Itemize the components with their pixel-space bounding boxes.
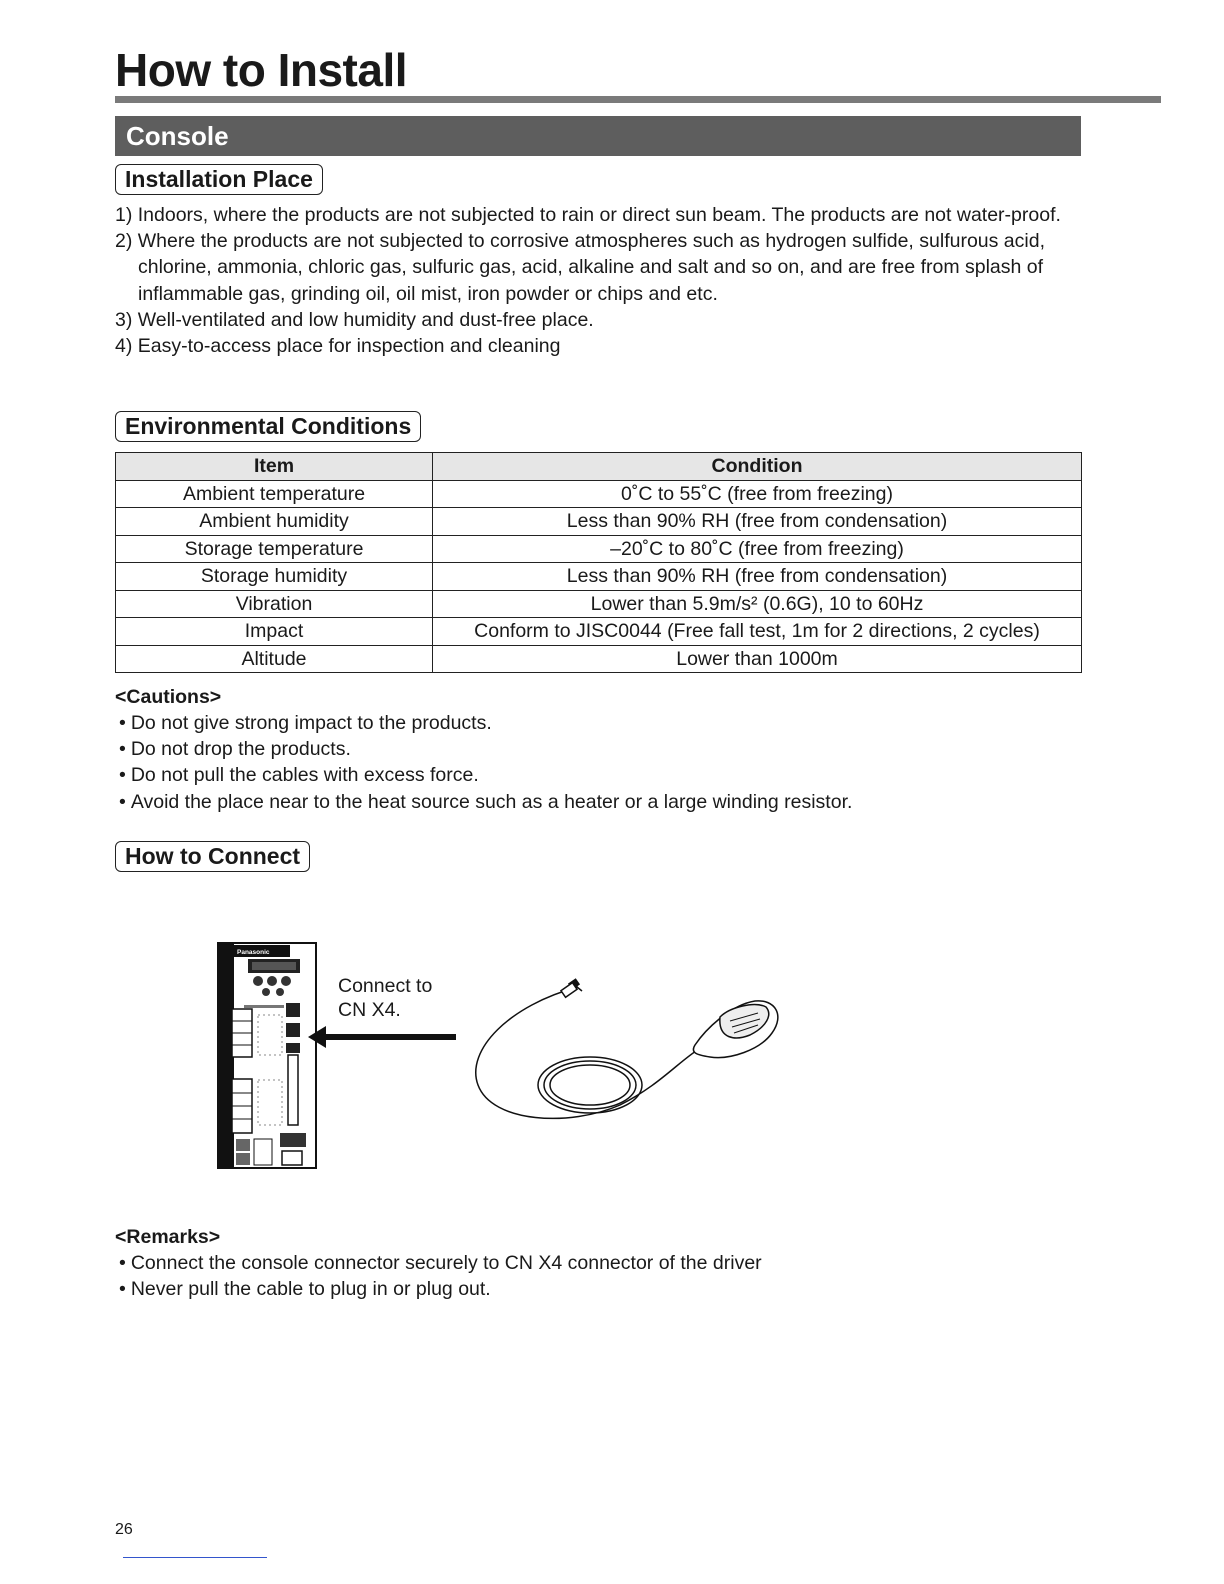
table-row [116, 563, 1082, 591]
installation-place-heading: Installation Place [115, 164, 323, 195]
table-cell-condition: Lower than 5.9m/s² (0.6G), 10 to 60Hz [433, 590, 1082, 618]
table-cell-condition: Less than 90% RH (free from condensation) [433, 508, 1082, 536]
connect-to-label [338, 974, 432, 1022]
table-row [116, 480, 1082, 508]
connect-label-line2: CN X4. [338, 999, 401, 1021]
connection-diagram [210, 935, 790, 1175]
table-cell-item: Storage humidity [116, 563, 433, 591]
table-header-row [116, 453, 1082, 481]
cautions-label: <Cautions> [115, 686, 222, 708]
list-item: • Do not give strong impact to the products. [119, 710, 852, 736]
table-row [116, 618, 1082, 646]
list-item: • Do not pull the cables with excess force. [119, 762, 852, 788]
section-bar-console: Console [115, 116, 1081, 156]
table-cell-item: Ambient temperature [116, 480, 433, 508]
table-row [116, 645, 1082, 673]
list-item: • Do not drop the products. [119, 736, 852, 762]
list-item: 1) Indoors, where the products are not subjected to rain or direct sun beam. The products are not water-proof. [115, 204, 1061, 226]
how-to-connect-heading: How to Connect [115, 841, 310, 872]
cautions-list [119, 710, 852, 815]
table-cell-condition: 0˚C to 55˚C (free from freezing) [433, 480, 1082, 508]
table-cell-item: Storage temperature [116, 535, 433, 563]
remarks-list [119, 1250, 762, 1302]
connect-label-line1: Connect to [338, 975, 433, 997]
list-item: 4) Easy-to-access place for inspection and cleaning [115, 335, 561, 358]
table-cell-condition: Less than 90% RH (free from condensation) [433, 563, 1082, 591]
footer-link-underline [123, 1557, 267, 1558]
list-item: 3) Well-ventilated and low humidity and dust-free place. [115, 308, 594, 331]
table-cell-item: Ambient humidity [116, 508, 433, 536]
list-item: 2) Where the products are not subjected to corrosive atmospheres such as hydrogen sulfide, sulfurous acid, chlorine, ammonia, chloric gas, sulfuric gas, acid, alkaline and salt and so on, and are free from splash of inflammable gas, grinding oil, oil mist, iron powder or chips and etc. [115, 230, 1045, 305]
environmental-conditions-heading: Environmental Conditions [115, 411, 421, 442]
table-cell-item: Vibration [116, 590, 433, 618]
table-cell-condition: –20˚C to 80˚C (free from freezing) [433, 535, 1082, 563]
console-illustration [476, 979, 778, 1118]
page-number: 26 [115, 1521, 133, 1538]
remarks-label: <Remarks> [115, 1226, 221, 1248]
title-rule [115, 96, 1161, 103]
page-title: How to Install [115, 44, 407, 96]
servo-driver-illustration [218, 943, 316, 1168]
table-cell-condition: Lower than 1000m [433, 645, 1082, 673]
table-cell-item: Altitude [116, 645, 433, 673]
environmental-conditions-table [115, 452, 1082, 673]
table-cell-item: Impact [116, 618, 433, 646]
table-row [116, 590, 1082, 618]
table-row [116, 535, 1082, 563]
table-cell-condition: Conform to JISC0044 (Free fall test, 1m for 2 directions, 2 cycles) [433, 618, 1082, 646]
installation-place-list [115, 202, 1085, 359]
driver-brand-label: Panasonic [237, 949, 270, 956]
list-item: • Avoid the place near to the heat source such as a heater or a large winding resistor. [119, 789, 852, 815]
column-header-item: Item [116, 453, 433, 481]
table-row [116, 508, 1082, 536]
list-item: • Never pull the cable to plug in or plug out. [119, 1276, 762, 1302]
connect-arrow [308, 1026, 456, 1048]
column-header-condition: Condition [433, 453, 1082, 481]
list-item: • Connect the console connector securely to CN X4 connector of the driver [119, 1250, 762, 1276]
